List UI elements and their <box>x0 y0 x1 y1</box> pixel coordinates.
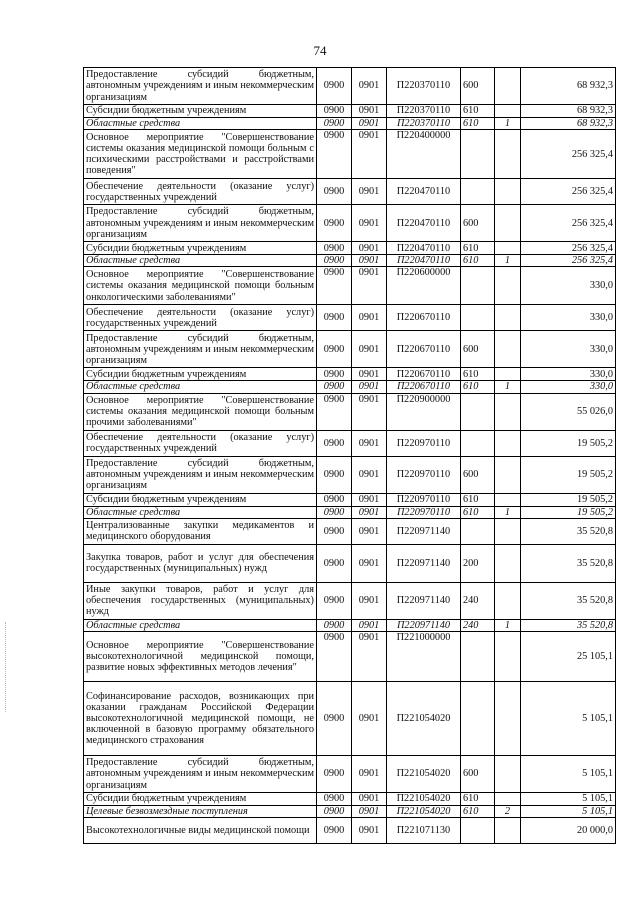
table-row <box>84 381 616 393</box>
row-amount: 55 026,0 <box>521 393 616 430</box>
row-section: 0900 <box>317 756 352 793</box>
row-target-code: П220670110 <box>387 381 461 393</box>
row-subsection: 0901 <box>352 793 387 806</box>
row-target-code: П220971140 <box>387 518 461 544</box>
row-expense-type: 240 <box>461 619 495 631</box>
row-amount: 19 505,2 <box>521 493 616 506</box>
row-expense-type: 600 <box>461 68 495 105</box>
row-funding-source <box>495 518 521 544</box>
table-row <box>84 331 616 368</box>
row-amount: 256 325,4 <box>521 242 616 255</box>
row-amount: 5 105,1 <box>521 793 616 806</box>
row-funding-source <box>495 105 521 118</box>
row-amount: 19 505,2 <box>521 506 616 518</box>
row-expense-type: 240 <box>461 582 495 619</box>
row-name: Целевые безвозмездные поступления <box>84 806 317 818</box>
row-funding-source <box>495 756 521 793</box>
row-funding-source <box>495 68 521 105</box>
row-section: 0900 <box>317 242 352 255</box>
row-funding-source <box>495 456 521 493</box>
row-expense-type: 610 <box>461 381 495 393</box>
row-amount: 330,0 <box>521 305 616 331</box>
row-target-code: П221054020 <box>387 682 461 756</box>
row-section: 0900 <box>317 619 352 631</box>
row-expense-type: 610 <box>461 806 495 818</box>
row-subsection: 0901 <box>352 430 387 456</box>
table-row <box>84 806 616 818</box>
row-expense-type: 610 <box>461 506 495 518</box>
row-section: 0900 <box>317 493 352 506</box>
row-amount: 20 000,0 <box>521 818 616 844</box>
row-amount: 256 325,4 <box>521 205 616 242</box>
row-subsection: 0901 <box>352 68 387 105</box>
row-name: Областные средства <box>84 255 317 267</box>
row-funding-source <box>495 493 521 506</box>
row-section: 0900 <box>317 267 352 305</box>
row-name: Предоставление субсидий бюджетным, автономным учреждениям и иным некоммерческим организациям <box>84 456 317 493</box>
table-row <box>84 267 616 305</box>
row-name: Централизованные закупки медикаментов и медицинского оборудования <box>84 518 317 544</box>
row-subsection: 0901 <box>352 818 387 844</box>
table-row <box>84 430 616 456</box>
row-subsection: 0901 <box>352 242 387 255</box>
table-row <box>84 544 616 582</box>
row-name: Областные средства <box>84 506 317 518</box>
table-row <box>84 506 616 518</box>
row-funding-source: 1 <box>495 506 521 518</box>
row-subsection: 0901 <box>352 381 387 393</box>
row-amount: 330,0 <box>521 368 616 381</box>
row-target-code: П220470110 <box>387 255 461 267</box>
row-funding-source <box>495 130 521 179</box>
row-expense-type: 600 <box>461 756 495 793</box>
row-target-code: П220670110 <box>387 331 461 368</box>
row-section: 0900 <box>317 793 352 806</box>
row-funding-source <box>495 793 521 806</box>
row-expense-type: 610 <box>461 118 495 130</box>
row-section: 0900 <box>317 118 352 130</box>
row-funding-source: 1 <box>495 381 521 393</box>
row-amount: 25 105,1 <box>521 632 616 682</box>
row-amount: 68 932,3 <box>521 68 616 105</box>
row-name: Обеспечение деятельности (оказание услуг) государственных учреждений <box>84 179 317 205</box>
row-section: 0900 <box>317 582 352 619</box>
table-row <box>84 179 616 205</box>
row-expense-type <box>461 305 495 331</box>
row-name: Областные средства <box>84 381 317 393</box>
row-target-code: П220370110 <box>387 68 461 105</box>
row-expense-type: 600 <box>461 205 495 242</box>
table-row <box>84 582 616 619</box>
table-row <box>84 242 616 255</box>
table-row <box>84 756 616 793</box>
row-subsection: 0901 <box>352 682 387 756</box>
row-name: Обеспечение деятельности (оказание услуг) государственных учреждений <box>84 430 317 456</box>
row-target-code: П220470110 <box>387 205 461 242</box>
table-row <box>84 105 616 118</box>
table-row <box>84 305 616 331</box>
row-amount: 35 520,8 <box>521 518 616 544</box>
row-target-code: П220370110 <box>387 105 461 118</box>
row-target-code: П220970110 <box>387 493 461 506</box>
row-name: Субсидии бюджетным учреждениям <box>84 368 317 381</box>
row-section: 0900 <box>317 255 352 267</box>
row-section: 0900 <box>317 818 352 844</box>
row-target-code: П221054020 <box>387 793 461 806</box>
row-amount: 256 325,4 <box>521 255 616 267</box>
row-expense-type: 200 <box>461 544 495 582</box>
row-name: Основное мероприятие "Совершенствование системы оказания медицинской помощи больным прочими заболеваниями" <box>84 393 317 430</box>
row-amount: 19 505,2 <box>521 456 616 493</box>
row-subsection: 0901 <box>352 105 387 118</box>
row-section: 0900 <box>317 130 352 179</box>
row-expense-type <box>461 632 495 682</box>
row-subsection: 0901 <box>352 506 387 518</box>
row-funding-source <box>495 632 521 682</box>
row-funding-source <box>495 331 521 368</box>
row-funding-source <box>495 430 521 456</box>
table-row <box>84 818 616 844</box>
row-expense-type: 610 <box>461 793 495 806</box>
row-name: Предоставление субсидий бюджетным, автономным учреждениям и иным некоммерческим организациям <box>84 205 317 242</box>
table-row <box>84 456 616 493</box>
row-name: Высокотехнологичные виды медицинской помощи <box>84 818 317 844</box>
row-subsection: 0901 <box>352 130 387 179</box>
row-funding-source: 2 <box>495 806 521 818</box>
row-expense-type: 600 <box>461 331 495 368</box>
row-expense-type <box>461 518 495 544</box>
row-target-code: П220971140 <box>387 582 461 619</box>
row-subsection: 0901 <box>352 205 387 242</box>
row-section: 0900 <box>317 179 352 205</box>
row-target-code: П221054020 <box>387 756 461 793</box>
table-row <box>84 68 616 105</box>
row-name: Субсидии бюджетным учреждениям <box>84 793 317 806</box>
row-subsection: 0901 <box>352 331 387 368</box>
row-expense-type: 600 <box>461 456 495 493</box>
table-row <box>84 493 616 506</box>
row-section: 0900 <box>317 393 352 430</box>
row-target-code: П220670110 <box>387 305 461 331</box>
row-expense-type: 610 <box>461 368 495 381</box>
budget-table-body <box>84 68 616 844</box>
row-subsection: 0901 <box>352 582 387 619</box>
row-expense-type <box>461 818 495 844</box>
row-subsection: 0901 <box>352 368 387 381</box>
row-expense-type: 610 <box>461 242 495 255</box>
page-number: 74 <box>313 43 327 58</box>
row-subsection: 0901 <box>352 632 387 682</box>
row-subsection: 0901 <box>352 255 387 267</box>
row-subsection: 0901 <box>352 518 387 544</box>
row-amount: 35 520,8 <box>521 619 616 631</box>
row-funding-source <box>495 368 521 381</box>
row-name: Иные закупки товаров, работ и услуг для обеспечения государственных (муниципальных) нужд <box>84 582 317 619</box>
row-section: 0900 <box>317 506 352 518</box>
row-target-code: П220370110 <box>387 118 461 130</box>
row-expense-type <box>461 267 495 305</box>
row-target-code: П220971140 <box>387 619 461 631</box>
row-amount: 35 520,8 <box>521 582 616 619</box>
row-section: 0900 <box>317 368 352 381</box>
row-amount: 5 105,1 <box>521 806 616 818</box>
row-name: Закупка товаров, работ и услуг для обеспечения государственных (муниципальных) нужд <box>84 544 317 582</box>
table-row <box>84 205 616 242</box>
table-row <box>84 518 616 544</box>
row-amount: 256 325,4 <box>521 130 616 179</box>
row-funding-source <box>495 393 521 430</box>
row-amount: 35 520,8 <box>521 544 616 582</box>
row-amount: 330,0 <box>521 331 616 368</box>
row-expense-type: 610 <box>461 255 495 267</box>
row-funding-source <box>495 179 521 205</box>
row-name: Областные средства <box>84 619 317 631</box>
row-section: 0900 <box>317 682 352 756</box>
row-funding-source: 1 <box>495 619 521 631</box>
row-section: 0900 <box>317 205 352 242</box>
row-name: Субсидии бюджетным учреждениям <box>84 105 317 118</box>
row-subsection: 0901 <box>352 493 387 506</box>
margin-marks <box>5 622 8 712</box>
row-subsection: 0901 <box>352 118 387 130</box>
row-section: 0900 <box>317 331 352 368</box>
row-section: 0900 <box>317 105 352 118</box>
row-funding-source <box>495 242 521 255</box>
row-subsection: 0901 <box>352 179 387 205</box>
row-section: 0900 <box>317 305 352 331</box>
row-target-code: П220971140 <box>387 544 461 582</box>
table-row <box>84 682 616 756</box>
row-funding-source: 1 <box>495 118 521 130</box>
row-target-code: П220670110 <box>387 368 461 381</box>
row-subsection: 0901 <box>352 619 387 631</box>
table-row <box>84 255 616 267</box>
row-name: Предоставление субсидий бюджетным, автономным учреждениям и иным некоммерческим организациям <box>84 756 317 793</box>
row-name: Областные средства <box>84 118 317 130</box>
row-target-code: П220470110 <box>387 242 461 255</box>
budget-table <box>83 67 616 844</box>
row-amount: 330,0 <box>521 381 616 393</box>
row-funding-source <box>495 267 521 305</box>
row-subsection: 0901 <box>352 544 387 582</box>
row-section: 0900 <box>317 518 352 544</box>
table-row <box>84 632 616 682</box>
row-expense-type: 610 <box>461 105 495 118</box>
table-row <box>84 368 616 381</box>
row-funding-source <box>495 205 521 242</box>
row-subsection: 0901 <box>352 456 387 493</box>
row-expense-type <box>461 130 495 179</box>
row-amount: 5 105,1 <box>521 756 616 793</box>
row-target-code: П220900000 <box>387 393 461 430</box>
row-target-code: П221054020 <box>387 806 461 818</box>
row-name: Предоставление субсидий бюджетным, автономным учреждениям и иным некоммерческим организациям <box>84 68 317 105</box>
row-subsection: 0901 <box>352 267 387 305</box>
row-target-code: П220970110 <box>387 506 461 518</box>
row-section: 0900 <box>317 544 352 582</box>
row-section: 0900 <box>317 632 352 682</box>
row-expense-type: 610 <box>461 493 495 506</box>
row-funding-source <box>495 682 521 756</box>
row-section: 0900 <box>317 456 352 493</box>
table-row <box>84 130 616 179</box>
row-name: Обеспечение деятельности (оказание услуг) государственных учреждений <box>84 305 317 331</box>
row-subsection: 0901 <box>352 806 387 818</box>
row-funding-source <box>495 818 521 844</box>
row-section: 0900 <box>317 806 352 818</box>
table-row <box>84 619 616 631</box>
row-amount: 19 505,2 <box>521 430 616 456</box>
row-name: Предоставление субсидий бюджетным, автономным учреждениям и иным некоммерческим организациям <box>84 331 317 368</box>
row-funding-source <box>495 582 521 619</box>
table-row <box>84 118 616 130</box>
row-name: Софинансирование расходов, возникающих при оказании гражданам Российской Федерации высокотехнологичной медицинской помощи, не включенной в базовую программу обязательного медицинского страхования <box>84 682 317 756</box>
row-target-code: П221000000 <box>387 632 461 682</box>
row-expense-type <box>461 682 495 756</box>
row-amount: 330,0 <box>521 267 616 305</box>
row-section: 0900 <box>317 430 352 456</box>
row-target-code: П220970110 <box>387 430 461 456</box>
table-row <box>84 793 616 806</box>
row-name: Основное мероприятие "Совершенствование системы оказания медицинской помощи больным онкологическими заболеваниями" <box>84 267 317 305</box>
row-target-code: П220970110 <box>387 456 461 493</box>
row-amount: 256 325,4 <box>521 179 616 205</box>
row-target-code: П221071130 <box>387 818 461 844</box>
row-section: 0900 <box>317 381 352 393</box>
row-subsection: 0901 <box>352 756 387 793</box>
row-name: Основное мероприятие "Совершенствование высокотехнологичной медицинской помощи, развитие новых эффективных методов лечения" <box>84 632 317 682</box>
row-funding-source <box>495 305 521 331</box>
row-expense-type <box>461 430 495 456</box>
row-target-code: П220470110 <box>387 179 461 205</box>
row-section: 0900 <box>317 68 352 105</box>
table-row <box>84 393 616 430</box>
row-subsection: 0901 <box>352 393 387 430</box>
row-target-code: П220400000 <box>387 130 461 179</box>
row-name: Субсидии бюджетным учреждениям <box>84 493 317 506</box>
row-amount: 68 932,3 <box>521 105 616 118</box>
row-amount: 68 932,3 <box>521 118 616 130</box>
row-subsection: 0901 <box>352 305 387 331</box>
row-name: Основное мероприятие "Совершенствование системы оказания медицинской помощи больным с психическими расстройствами и расстройствами поведения" <box>84 130 317 179</box>
row-expense-type <box>461 393 495 430</box>
row-target-code: П220600000 <box>387 267 461 305</box>
row-name: Субсидии бюджетным учреждениям <box>84 242 317 255</box>
row-expense-type <box>461 179 495 205</box>
row-funding-source: 1 <box>495 255 521 267</box>
row-amount: 5 105,1 <box>521 682 616 756</box>
row-funding-source <box>495 544 521 582</box>
